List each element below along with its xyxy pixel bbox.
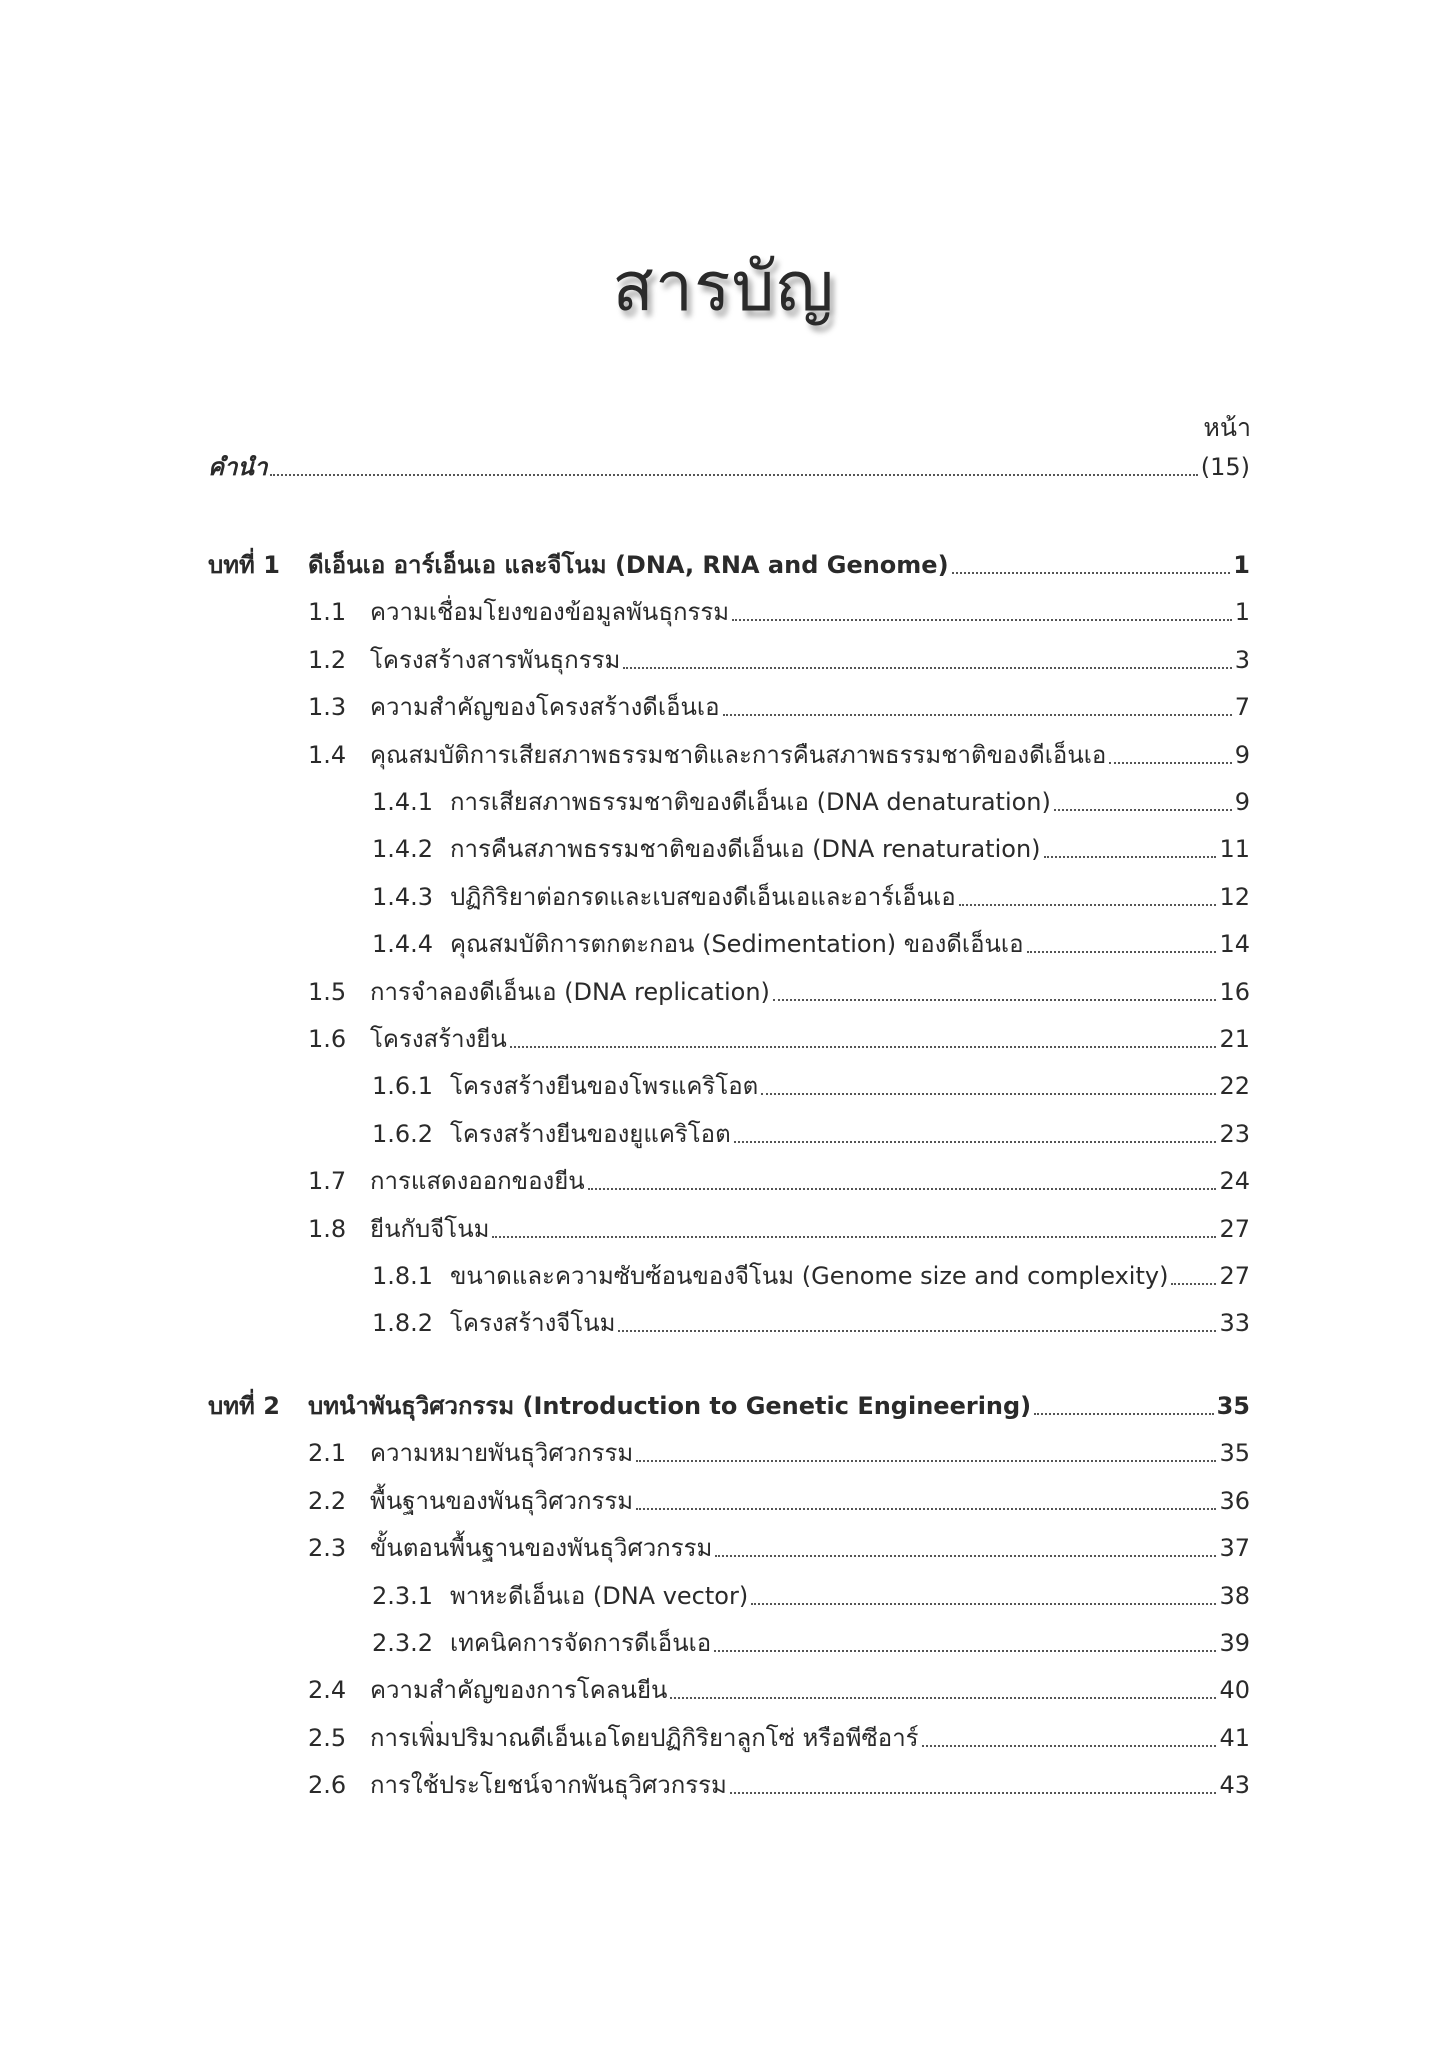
- dot-leader: [1054, 809, 1232, 811]
- toc-entry-section[interactable]: [308, 643, 1250, 677]
- toc-entry-number: 2.3: [308, 1534, 347, 1563]
- toc-entry-subsection[interactable]: [372, 1259, 1250, 1293]
- toc-entry-number: 1.3: [308, 693, 347, 722]
- dot-leader: [1034, 1413, 1213, 1415]
- toc-entry-title: พาหะดีเอ็นเอ (DNA vector): [450, 1581, 749, 1610]
- toc-entry-title: ปฏิกิริยาต่อกรดและเบสของดีเอ็นเอและอาร์เอ็นเอ: [450, 882, 956, 911]
- toc-entry-subsection[interactable]: [372, 1069, 1250, 1103]
- toc-entry-title: คุณสมบัติการเสียสภาพธรรมชาติและการคืนสภาพธรรมชาติของดีเอ็นเอ: [370, 740, 1107, 769]
- toc-entry-title: เทคนิคการจัดการดีเอ็นเอ: [450, 1629, 712, 1657]
- page-title: สารบัญ: [612, 248, 835, 327]
- toc-entry-title: ความสำคัญของการโคลนยีน: [370, 1676, 668, 1705]
- toc-entry-number: 1.4.2: [372, 835, 434, 864]
- toc-entry-section[interactable]: [308, 1673, 1250, 1707]
- toc-entry-section[interactable]: [308, 595, 1250, 629]
- toc-entry-title: การเสียสภาพธรรมชาติของดีเอ็นเอ (DNA denaturation): [450, 788, 1051, 816]
- dot-leader: [773, 999, 1217, 1001]
- toc-entry-page: 33: [1219, 1309, 1250, 1338]
- toc-entry-page: 27: [1219, 1214, 1250, 1243]
- toc-entry-section[interactable]: [308, 738, 1250, 772]
- toc-entry-number: 1.2: [308, 645, 347, 674]
- toc-entry-number: 1.4.3: [372, 882, 434, 911]
- toc-entry-page: 9: [1234, 788, 1250, 816]
- toc-entry-page: (15): [1200, 453, 1250, 481]
- toc-entry-number: 1.1: [308, 598, 347, 627]
- dot-leader: [670, 1697, 1216, 1699]
- toc-entry-number: 1.6.2: [372, 1119, 434, 1148]
- toc-entry-page: 22: [1219, 1072, 1250, 1101]
- toc-entry-number: บทที่ 1: [208, 551, 280, 579]
- toc-entry-title: ขนาดและความซับซ้อนของจีโนม (Genome size and complexity): [450, 1262, 1169, 1290]
- toc-entry-title: โครงสร้างจีโนม: [450, 1309, 616, 1338]
- toc-entry-section[interactable]: [308, 1484, 1250, 1518]
- toc-entry-subsection[interactable]: [372, 785, 1250, 819]
- toc-entry-number: 2.3.1: [372, 1581, 434, 1610]
- toc-entry-number: 2.2: [308, 1486, 347, 1515]
- toc-entry-chapter[interactable]: [208, 1389, 1250, 1423]
- toc-entry-page: 14: [1219, 930, 1250, 959]
- toc-entry-section[interactable]: [308, 1531, 1250, 1565]
- dot-leader: [510, 1046, 1217, 1048]
- toc-entry-title: การแสดงออกของยีน: [370, 1167, 585, 1196]
- toc-entry-title: ยีนกับจีโนม: [370, 1214, 490, 1243]
- toc-entry-title: บทนำพันธุวิศวกรรม (Introduction to Genetic Engineering): [308, 1392, 1032, 1420]
- toc-entry-subsection[interactable]: [372, 1579, 1250, 1613]
- toc-entry-title: โครงสร้างสารพันธุกรรม: [370, 645, 621, 674]
- toc-entry-page: 40: [1219, 1676, 1250, 1705]
- toc-entry-title: โครงสร้างยีน: [370, 1025, 507, 1053]
- toc-entry-number: 2.6: [308, 1771, 347, 1800]
- dot-leader: [732, 619, 1232, 621]
- toc-entry-number: 2.5: [308, 1723, 347, 1752]
- dot-leader: [1044, 856, 1217, 858]
- toc-entry-title: การใช้ประโยชน์จากพันธุวิศวกรรม: [370, 1771, 727, 1800]
- toc-entry-page: 41: [1219, 1723, 1250, 1752]
- toc-entry-title: โครงสร้างยีนของยูแคริโอต: [450, 1119, 731, 1148]
- toc-entry-number: 1.8.2: [372, 1309, 434, 1338]
- dot-leader: [922, 1745, 1217, 1747]
- dot-leader: [761, 1093, 1216, 1095]
- toc-entry-title: ความเชื่อมโยงของข้อมูลพันธุกรรม: [370, 598, 730, 627]
- toc-entry-page: 24: [1219, 1167, 1250, 1196]
- toc-entry-number: 1.4.1: [372, 788, 434, 816]
- toc-entry-section[interactable]: [308, 1022, 1250, 1056]
- toc-entry-preface[interactable]: [208, 450, 1250, 484]
- toc-entry-page: 16: [1219, 977, 1250, 1006]
- dot-leader: [636, 1508, 1216, 1510]
- toc-entry-number: 2.4: [308, 1676, 347, 1705]
- dot-leader: [730, 1792, 1217, 1794]
- dot-leader: [952, 572, 1231, 574]
- toc-entry-title: พื้นฐานของพันธุวิศวกรรม: [370, 1486, 634, 1515]
- toc-entry-page: 36: [1219, 1486, 1250, 1515]
- dot-leader: [734, 1141, 1217, 1143]
- toc-entry-subsection[interactable]: [372, 880, 1250, 914]
- toc-entry-number: 1.6: [308, 1025, 347, 1053]
- toc-entry-page: 35: [1219, 1439, 1250, 1468]
- dot-leader: [636, 1460, 1216, 1462]
- toc-entry-page: 7: [1234, 693, 1250, 722]
- toc-entry-section[interactable]: [308, 975, 1250, 1009]
- toc-entry-page: 3: [1234, 645, 1250, 674]
- toc-entry-number: 1.8: [308, 1214, 347, 1243]
- toc-entry-title: คุณสมบัติการตกตะกอน (Sedimentation) ของดีเอ็นเอ: [450, 930, 1024, 959]
- toc-entry-title: โครงสร้างยีนของโพรแคริโอต: [450, 1072, 759, 1101]
- toc-entry-title: ดีเอ็นเอ อาร์เอ็นเอ และจีโนม (DNA, RNA and Genome): [308, 551, 949, 579]
- toc-entry-number: 1.4: [308, 740, 347, 769]
- dot-leader: [715, 1555, 1216, 1557]
- toc-entry-title: ความหมายพันธุวิศวกรรม: [370, 1439, 634, 1468]
- dot-leader: [959, 904, 1217, 906]
- dot-leader: [618, 1330, 1216, 1332]
- toc-entry-section[interactable]: [308, 690, 1250, 724]
- dot-leader: [723, 714, 1232, 716]
- toc-entry-number: 2.1: [308, 1439, 347, 1468]
- toc-entry-section[interactable]: [308, 1768, 1250, 1802]
- toc-entry-page: 39: [1219, 1629, 1250, 1657]
- dot-leader: [623, 667, 1231, 669]
- toc-entry-section[interactable]: [308, 1212, 1250, 1246]
- toc-entry-section[interactable]: [308, 1436, 1250, 1470]
- toc-entry-section[interactable]: [308, 1164, 1250, 1198]
- toc-entry-number: 1.4.4: [372, 930, 434, 959]
- toc-entry-page: 23: [1219, 1119, 1250, 1148]
- toc-entry-title: คำนำ: [208, 453, 268, 481]
- dot-leader: [492, 1236, 1216, 1238]
- toc-entry-page: 12: [1219, 882, 1250, 911]
- toc-entry-section[interactable]: [308, 1721, 1250, 1755]
- dot-leader: [1027, 951, 1217, 953]
- toc-entry-number: บทที่ 2: [208, 1392, 280, 1420]
- toc-entry-subsection[interactable]: [372, 1626, 1250, 1660]
- toc-entry-title: ขั้นตอนพื้นฐานของพันธุวิศวกรรม: [370, 1534, 713, 1563]
- toc-entry-number: 1.6.1: [372, 1072, 434, 1101]
- toc-entry-chapter[interactable]: [208, 548, 1250, 582]
- toc-entry-number: 1.7: [308, 1167, 347, 1196]
- dot-leader: [270, 474, 1197, 476]
- toc-entry-page: 1: [1233, 551, 1250, 579]
- toc-entry-title: การเพิ่มปริมาณดีเอ็นเอโดยปฏิกิริยาลูกโซ่ หรือพีซีอาร์: [370, 1723, 919, 1752]
- dot-leader: [714, 1650, 1216, 1652]
- toc-entry-subsection[interactable]: [372, 832, 1250, 866]
- dot-leader: [588, 1188, 1217, 1190]
- page-column-header: หน้า: [1203, 413, 1251, 442]
- toc-entry-page: 1: [1234, 598, 1250, 627]
- toc-entry-title: ความสำคัญของโครงสร้างดีเอ็นเอ: [370, 693, 720, 722]
- toc-entry-title: การคืนสภาพธรรมชาติของดีเอ็นเอ (DNA renaturation): [450, 835, 1041, 864]
- toc-entry-page: 35: [1216, 1392, 1250, 1420]
- toc-entry-page: 37: [1219, 1534, 1250, 1563]
- dot-leader: [1171, 1283, 1216, 1285]
- toc-entry-number: 1.5: [308, 977, 347, 1006]
- toc-entry-subsection[interactable]: [372, 927, 1250, 961]
- toc-entry-page: 43: [1219, 1771, 1250, 1800]
- toc-entry-subsection[interactable]: [372, 1306, 1250, 1340]
- toc-entry-title: การจำลองดีเอ็นเอ (DNA replication): [370, 977, 770, 1006]
- toc-entry-page: 9: [1234, 740, 1250, 769]
- toc-entry-number: 2.3.2: [372, 1629, 434, 1657]
- toc-entry-page: 21: [1219, 1025, 1250, 1053]
- dot-leader: [751, 1603, 1216, 1605]
- toc-entry-page: 11: [1219, 835, 1250, 864]
- toc-entry-number: 1.8.1: [372, 1262, 434, 1290]
- toc-entry-subsection[interactable]: [372, 1117, 1250, 1151]
- toc-entry-page: 27: [1219, 1262, 1250, 1290]
- toc-entry-page: 38: [1219, 1581, 1250, 1610]
- dot-leader: [1109, 762, 1231, 764]
